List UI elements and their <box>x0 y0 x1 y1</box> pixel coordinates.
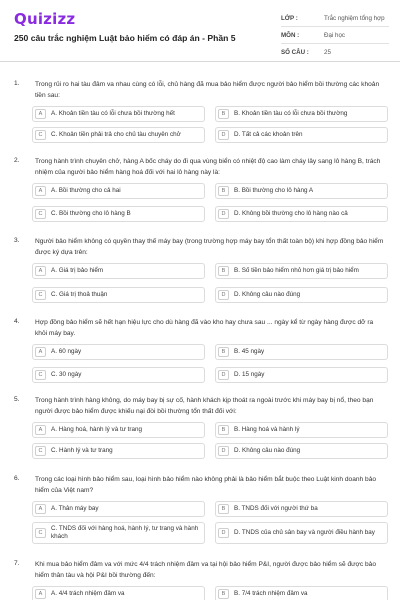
option-c[interactable] <box>32 127 205 143</box>
option-d[interactable] <box>215 287 388 303</box>
option-text: A. 4/4 trách nhiệm đâm va <box>51 589 125 597</box>
option-b[interactable] <box>215 263 388 279</box>
option-text: A. Bồi thường cho cả hai <box>51 186 121 194</box>
option-text: B. 7/4 trách nhiệm đâm va <box>234 589 308 597</box>
question-text: Khi mua bảo hiểm đâm va với mức 4/4 trách nhiệm đâm va tại hội bảo hiểm P&I, người được bảo hiểm sẽ được bảo hiểm thân tàu và hội P&I bồi thường đến: <box>35 561 376 579</box>
option-a[interactable] <box>32 106 205 122</box>
option-letter: B <box>218 266 229 276</box>
option-b[interactable] <box>215 183 388 199</box>
option-letter: D <box>218 209 229 219</box>
option-letter: C <box>35 290 46 300</box>
option-b[interactable] <box>215 106 388 122</box>
option-c[interactable] <box>32 443 205 459</box>
option-letter: D <box>218 370 229 380</box>
option-text: B. Khoản tiền tàu có lỗi chưa bồi thường <box>234 109 348 117</box>
option-c[interactable] <box>32 522 205 544</box>
option-letter: A <box>35 504 46 514</box>
option-a[interactable] <box>32 422 205 438</box>
question-number: 4. <box>14 318 20 325</box>
meta-value: Trắc nghiệm tổng hợp <box>324 14 385 22</box>
option-c[interactable] <box>32 287 205 303</box>
option-text: B. 45 ngày <box>234 347 265 355</box>
option-a[interactable] <box>32 183 205 199</box>
option-letter: C <box>35 130 46 140</box>
option-text: A. 60 ngày <box>51 347 82 355</box>
option-c[interactable] <box>32 367 205 383</box>
question-text: Trong hành trình hàng không, do máy bay bị sự cố, hành khách kịp thoát ra ngoài trước khi máy bay bị nổ, theo bạn người được bảo hiểm được khiếu nại đòi bồi thường tổn thất đối với: <box>35 397 374 415</box>
option-letter: B <box>218 109 229 119</box>
option-text: C. Hành lý và tư trang <box>51 446 113 454</box>
option-b[interactable] <box>215 501 388 517</box>
option-text: C. Khoản tiền phải trả cho chủ tàu chuyên chở <box>51 130 181 138</box>
option-b[interactable] <box>215 586 388 600</box>
meta-label: LỚP : <box>281 14 298 22</box>
option-text: D. Không bồi thường cho lô hàng nào cả <box>234 209 348 217</box>
option-a[interactable] <box>32 586 205 600</box>
option-text: D. TNDS của chủ sân bay và người điều hành bay <box>234 528 375 536</box>
option-letter: D <box>218 130 229 140</box>
meta-row-class <box>281 10 389 27</box>
question-text: Trong rủi ro hai tàu đâm va nhau cùng có lỗi, chủ hàng đã mua bảo hiểm được người bảo hiểm bồi thường các khoản tiền sau: <box>35 81 380 99</box>
option-text: C. Giá trị thoả thuận <box>51 290 108 298</box>
option-letter: C <box>35 446 46 456</box>
document-title: 250 câu trắc nghiệm Luật bảo hiểm có đáp án - Phần 5 <box>14 33 236 43</box>
option-letter: C <box>35 209 46 219</box>
option-letter: B <box>218 504 229 514</box>
option-text: D. 15 ngày <box>234 370 265 378</box>
question-number: 2. <box>14 157 20 164</box>
option-letter: D <box>218 290 229 300</box>
option-d[interactable] <box>215 522 388 544</box>
option-text: D. Không câu nào đúng <box>234 446 301 454</box>
document-header <box>0 0 400 62</box>
option-text: B. Số tiền bảo hiểm nhỏ hơn giá trị bảo hiểm <box>234 266 359 274</box>
option-d[interactable] <box>215 443 388 459</box>
option-text: B. Hàng hoá và hành lý <box>234 425 300 433</box>
option-letter: D <box>218 528 229 538</box>
option-letter: D <box>218 446 229 456</box>
option-d[interactable] <box>215 127 388 143</box>
meta-value: 25 <box>324 49 331 56</box>
question-text: Người bảo hiểm không có quyền thay thế máy bay (trong trường hợp máy bay tổn thất toàn bộ) khi hợp đồng bảo hiểm được ký dựa trên: <box>35 238 384 256</box>
option-text: B. Bồi thường cho lô hàng A <box>234 186 314 194</box>
quizizz-logo: Quizizz <box>14 10 76 28</box>
option-text: A. Giá trị bảo hiểm <box>51 266 104 274</box>
question-number: 5. <box>14 396 20 403</box>
option-letter: B <box>218 347 229 357</box>
meta-row-subject <box>281 27 389 44</box>
option-text: D. Tất cả các khoản trên <box>234 130 303 138</box>
option-text: A. Thân máy bay <box>51 504 99 512</box>
option-text: D. Không câu nào đúng <box>234 290 301 298</box>
option-text: C. TNDS đối với hàng hoá, hành lý, tư trang và hành khách <box>51 524 199 540</box>
option-d[interactable] <box>215 367 388 383</box>
option-d[interactable] <box>215 206 388 222</box>
option-letter: A <box>35 266 46 276</box>
question-text: Hợp đồng bảo hiểm sẽ hết hạn hiệu lực cho dù hàng đã vào kho hay chưa sau ... ngày kể từ ngày hàng được dỡ ra khỏi máy bay. <box>35 319 374 337</box>
question-number: 6. <box>14 475 20 482</box>
option-letter: C <box>35 370 46 380</box>
option-letter: A <box>35 109 46 119</box>
option-c[interactable] <box>32 206 205 222</box>
option-b[interactable] <box>215 422 388 438</box>
option-letter: A <box>35 425 46 435</box>
option-b[interactable] <box>215 344 388 360</box>
meta-label: SỐ CÂU : <box>281 49 309 56</box>
option-text: A. Khoản tiền tàu có lỗi chưa bồi thường hết <box>51 109 175 117</box>
option-text: A. Hàng hoá, hành lý và tư trang <box>51 425 143 433</box>
question-number: 1. <box>14 80 20 87</box>
option-text: C. Bồi thường cho lô hàng B <box>51 209 131 217</box>
option-a[interactable] <box>32 344 205 360</box>
option-a[interactable] <box>32 263 205 279</box>
question-text: Trong các loại hình bảo hiểm sau, loại hình bảo hiểm nào không phải là bảo hiểm bắt buộc theo Luật kinh doanh bảo hiểm của Việt nam? <box>35 476 377 494</box>
meta-row-count <box>281 44 389 61</box>
option-text: C. 30 ngày <box>51 370 82 378</box>
question-text: Trong hành trình chuyên chở, hàng A bốc cháy do đi qua vùng biển có nhiệt độ cao làm cháy lây sang lô hàng B, trách nhiệm của người bảo hiểm hàng hoá đối với hai lô hàng này là: <box>35 158 381 176</box>
meta-value: Đại học <box>324 31 345 39</box>
option-letter: C <box>35 528 46 538</box>
option-a[interactable] <box>32 501 205 517</box>
option-text: B. TNDS đối với người thứ ba <box>234 504 318 512</box>
question-number: 3. <box>14 237 20 244</box>
option-letter: A <box>35 186 46 196</box>
meta-label: MÔN : <box>281 31 300 39</box>
option-letter: A <box>35 589 46 599</box>
option-letter: A <box>35 347 46 357</box>
option-letter: B <box>218 589 229 599</box>
option-letter: B <box>218 186 229 196</box>
option-letter: B <box>218 425 229 435</box>
question-number: 7. <box>14 560 20 567</box>
meta-table <box>281 10 389 61</box>
